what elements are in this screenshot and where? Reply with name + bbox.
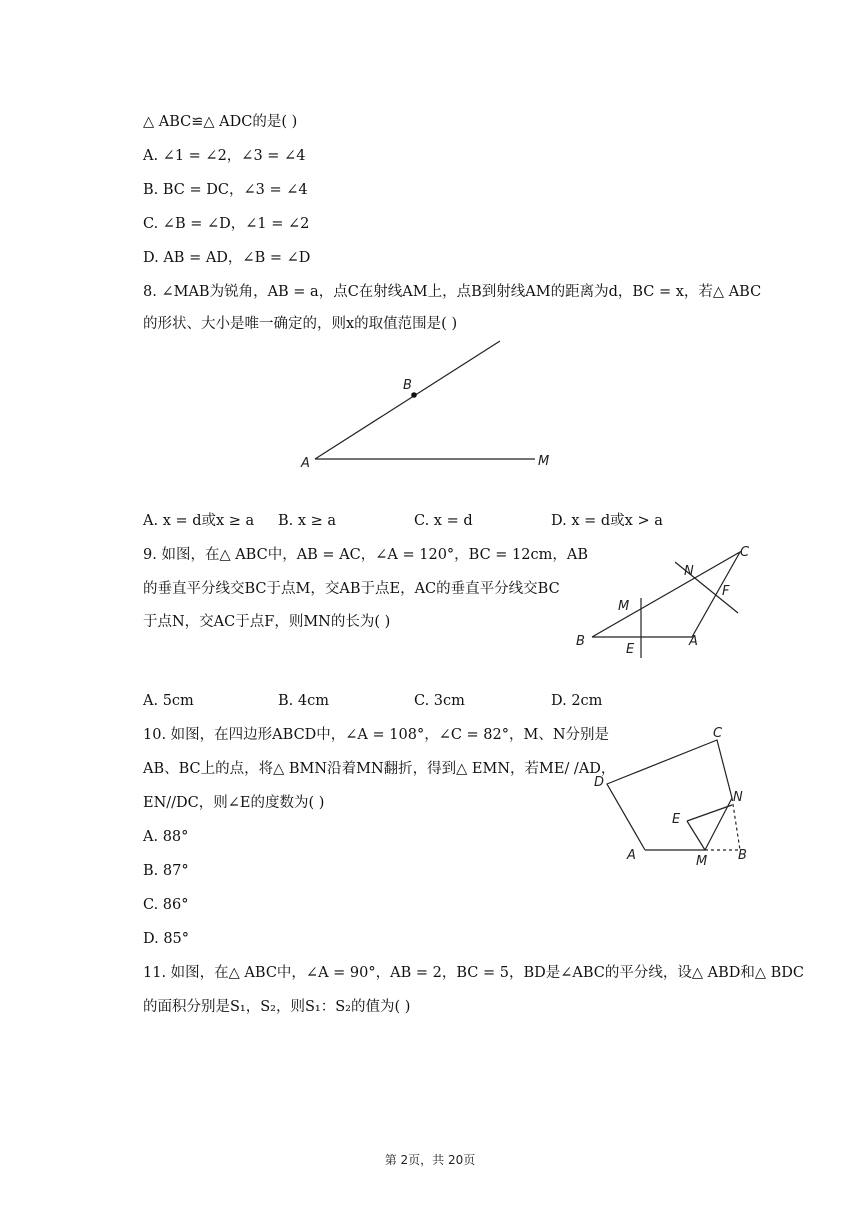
label-m: M <box>618 599 630 614</box>
q9-figure <box>570 540 755 665</box>
q8-stem-line1: 8. ∠MAB为锐角，AB = a，点C在射线AM上，点B到射线AM的距离为d，BC = x，若△ ABC <box>143 284 762 300</box>
label-e: E <box>672 812 681 827</box>
q10-stem-line2: AB、BC上的点，将△ BMN沿着MN翻折，得到△ EMN，若ME/ /AD， <box>143 761 616 777</box>
q9-stem-line2: 的垂直平分线交BC于点M，交AB于点E，AC的垂直平分线交BC <box>143 581 560 597</box>
page-footer: 第 2页，共 20页 <box>384 1153 476 1167</box>
label-b: B <box>738 848 747 863</box>
q10-option-a: A. 88° <box>143 829 189 845</box>
label-b: B <box>403 378 412 393</box>
label-e: E <box>626 642 635 657</box>
segment-nb-dashed <box>732 798 740 850</box>
q8-stem-line2: 的形状、大小是唯一确定的，则x的取值范围是( ) <box>143 316 458 332</box>
label-f: F <box>722 584 730 599</box>
q8-option-d: D. x = d或x > a <box>551 513 663 529</box>
q7-option-a: A. ∠1 = ∠2，∠3 = ∠4 <box>143 148 306 164</box>
point-b <box>411 392 417 398</box>
q8-figure <box>295 335 565 475</box>
label-m: M <box>696 854 708 869</box>
label-a: A <box>627 848 636 863</box>
q7-option-d: D. AB = AD，∠B = ∠D <box>143 250 311 266</box>
q10-stem-line3: EN//DC，则∠E的度数为( ) <box>143 795 325 811</box>
segment-me <box>687 821 705 850</box>
q8-option-a: A. x = d或x ≥ a <box>143 513 255 529</box>
label-m: M <box>538 454 550 469</box>
q10-figure <box>585 720 760 870</box>
label-a: A <box>301 456 310 471</box>
ray-ab <box>315 341 500 459</box>
q11-stem-line2: 的面积分别是S₁，S₂，则S₁：S₂的值为( ) <box>143 999 411 1015</box>
q9-stem-line1: 9. 如图，在△ ABC中，AB = AC，∠A = 120°，BC = 12cm，AB <box>143 547 589 563</box>
q7-option-c: C. ∠B = ∠D，∠1 = ∠2 <box>143 216 310 232</box>
q8-option-b: B. x ≥ a <box>278 513 337 529</box>
q9-option-a: A. 5cm <box>143 693 194 709</box>
q7-option-b: B. BC = DC，∠3 = ∠4 <box>143 182 308 198</box>
label-c: C <box>713 726 723 741</box>
q10-option-c: C. 86° <box>143 897 189 913</box>
label-n: N <box>684 564 694 579</box>
label-a: A <box>689 634 698 649</box>
q10-option-d: D. 85° <box>143 931 190 947</box>
q9-option-c: C. 3cm <box>414 693 465 709</box>
q7-stem-tail: △ ABC≌△ ADC的是( ) <box>143 114 298 130</box>
label-n: N <box>733 790 743 805</box>
label-c: C <box>740 545 750 560</box>
q9-stem-line3: 于点N，交AC于点F，则MN的长为( ) <box>143 614 391 630</box>
label-b: B <box>576 634 585 649</box>
segment-mn <box>705 798 732 850</box>
label-d: D <box>594 775 605 790</box>
q9-option-d: D. 2cm <box>551 693 603 709</box>
q10-stem-line1: 10. 如图，在四边形ABCD中，∠A = 108°，∠C = 82°，M、N分别是 <box>143 727 610 743</box>
q9-option-b: B. 4cm <box>278 693 329 709</box>
q10-option-b: B. 87° <box>143 863 189 879</box>
segment-en <box>687 805 732 821</box>
q11-stem-line1: 11. 如图，在△ ABC中，∠A = 90°，AB = 2，BC = 5，BD是∠ABC的平分线，设△ ABD和△ BDC <box>143 965 805 981</box>
triangle-abc <box>592 552 740 637</box>
q8-option-c: C. x = d <box>414 513 473 529</box>
